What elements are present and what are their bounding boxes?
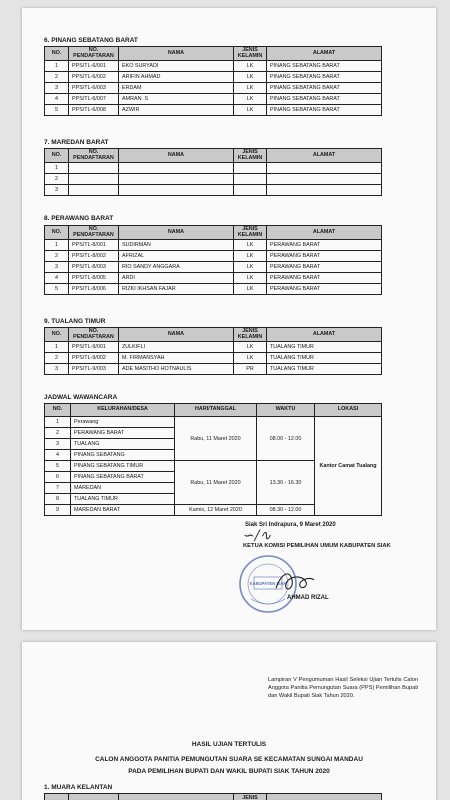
table-row	[45, 342, 382, 353]
cell-no: 8	[45, 494, 71, 505]
col-hari: HARI/TANGGAL	[175, 404, 257, 417]
cell-reg: PPS/TL-9/003	[69, 364, 119, 375]
candidate-table	[44, 148, 382, 196]
table-row	[45, 105, 382, 116]
col-kelamin: JENIS KELAMIN	[234, 47, 267, 61]
result-title: HASIL UJIAN TERTULIS	[191, 741, 267, 748]
cell-no: 2	[45, 428, 71, 439]
col-nama: NAMA	[119, 328, 234, 342]
cell-sex: LK	[234, 284, 267, 295]
cell-addr: PINANG SEBATANG BARAT	[267, 94, 382, 105]
cell-reg	[69, 174, 119, 185]
place-date: Siak Sri Indrapura, 9 Maret 2020	[245, 522, 336, 528]
cell-reg: PPS/TL-6/007	[69, 94, 119, 105]
cell-no: 1	[45, 163, 69, 174]
cell-addr: PINANG SEBATANG BARAT	[267, 72, 382, 83]
cell-no: 9	[45, 505, 71, 516]
cell-addr: PINANG SEBATANG BARAT	[267, 105, 382, 116]
cell-reg	[69, 163, 119, 174]
col-waktu: WAKTU	[257, 404, 315, 417]
cell-reg	[69, 185, 119, 196]
cell-no: 1	[45, 61, 69, 72]
col-no: NO.	[45, 404, 71, 417]
cell-sex: LK	[234, 83, 267, 94]
cell-reg: PPS/TL-9/002	[69, 353, 119, 364]
candidate-table	[44, 46, 382, 116]
cell-name	[119, 174, 234, 185]
cell-no: 1	[45, 342, 69, 353]
cell-name: SUDIRMAN	[119, 240, 234, 251]
cell-addr: TUALANG TIMUR	[267, 364, 382, 375]
cell-sex: LK	[234, 353, 267, 364]
cell-name: AFRIZAL	[119, 251, 234, 262]
cell-no: 5	[45, 461, 71, 472]
section-title: 6. PINANG SEBATANG BARAT	[44, 37, 138, 44]
cell-addr: PINANG SEBATANG BARAT	[267, 83, 382, 94]
section-title: 7. MAREDAN BARAT	[44, 139, 109, 146]
section-title: 1. MUARA KELANTAN	[44, 784, 113, 791]
section-title: 9. TUALANG TIMUR	[44, 318, 106, 325]
cell-reg: PPS/TL-8/002	[69, 251, 119, 262]
col-nama: NAMA	[119, 149, 234, 163]
table-row	[45, 262, 382, 273]
section-title: 8. PERAWANG BARAT	[44, 215, 114, 222]
cell-sex: LK	[234, 94, 267, 105]
cell-no: 1	[45, 417, 71, 428]
result-subtitle-2: PADA PEMILIHAN BUPATI DAN WAKIL BUPATI SIAK TAHUN 2020	[128, 768, 330, 775]
cell-no: 2	[45, 251, 69, 262]
svg-text:KABUPATEN SIAK: KABUPATEN SIAK	[249, 581, 287, 586]
cell-lokasi: Kantor Camat Tualang	[315, 417, 382, 516]
cell-addr: PERAWANG BARAT	[267, 284, 382, 295]
col-pendaftaran: NO. PENDAFTARAN	[69, 149, 119, 163]
candidate-table	[44, 327, 382, 375]
cell-addr: PERAWANG BARAT	[267, 240, 382, 251]
cell-desa: PERAWANG BARAT	[71, 428, 175, 439]
cell-addr: TUALANG TIMUR	[267, 342, 382, 353]
col-no: NO.	[45, 226, 69, 240]
cell-desa: PINANG SEBATANG	[71, 450, 175, 461]
col-kelamin: JENIS KELAMIN	[234, 226, 267, 240]
cell-reg: PPS/TL-6/008	[69, 105, 119, 116]
cell-sex: LK	[234, 72, 267, 83]
cell-sex: LK	[234, 240, 267, 251]
candidate-table-partial	[44, 793, 382, 800]
col-alamat: ALAMAT	[267, 149, 382, 163]
col-pendaftaran: NO. PENDAFTARAN	[69, 328, 119, 342]
cell-no: 3	[45, 262, 69, 273]
cell-reg: PPS/TL-8/003	[69, 262, 119, 273]
cell-no: 5	[45, 284, 69, 295]
document-page-2	[22, 642, 436, 800]
table-row	[45, 251, 382, 262]
cell-name: AMRAN. S	[119, 94, 234, 105]
cell-name: ERDAM	[119, 83, 234, 94]
cell-addr: PERAWANG BARAT	[267, 273, 382, 284]
cell-no: 3	[45, 364, 69, 375]
col-pendaftaran: NO. PENDAFTARAN	[69, 47, 119, 61]
table-row	[45, 284, 382, 295]
col-alamat: ALAMAT	[267, 328, 382, 342]
col-lokasi: LOKASI	[315, 404, 382, 417]
cell-no: 4	[45, 94, 69, 105]
col-no: NO.	[45, 328, 69, 342]
cell-sex	[234, 185, 267, 196]
cell-no: 3	[45, 439, 71, 450]
table-row	[45, 83, 382, 94]
table-row	[45, 174, 382, 185]
cell-desa: PINANG SEBATANG TIMUR	[71, 461, 175, 472]
col-nama: NAMA	[119, 226, 234, 240]
cell-waktu: 08.30 - 12.00	[257, 505, 315, 516]
cell-reg: PPS/TL-8/005	[69, 273, 119, 284]
cell-name	[119, 163, 234, 174]
col-nama: NAMA	[119, 47, 234, 61]
cell-name: ARDI	[119, 273, 234, 284]
cell-addr	[267, 174, 382, 185]
table-row	[45, 240, 382, 251]
col-desa: KELURAHAN/DESA	[71, 404, 175, 417]
col-kelamin: JENIS KELAMIN	[234, 328, 267, 342]
cell-no: 1	[45, 240, 69, 251]
cell-reg: PPS/TL-6/001	[69, 61, 119, 72]
cell-desa: MAREDAN	[71, 483, 175, 494]
table-row	[45, 72, 382, 83]
appendix-note: Lampiran V Pengumuman Hasil Seleksi Ujian Tertulis Calon Anggota Panitia Pemungutan Suara (PPS) Pemilihan Bupati dan Wakil Bupati Siak Tahun 2020.	[268, 677, 418, 700]
cell-desa: Perawang	[71, 417, 175, 428]
cell-no: 3	[45, 185, 69, 196]
cell-waktu: 08.00 - 12.00	[257, 417, 315, 461]
col-no: NO.	[45, 149, 69, 163]
cell-hari: Rabu, 11 Maret 2020	[175, 417, 257, 461]
table-row	[45, 185, 382, 196]
cell-hari: Rabu, 11 Maret 2020	[175, 461, 257, 505]
handwritten-signature-mark: ∽/∿	[243, 528, 272, 544]
cell-no: 5	[45, 105, 69, 116]
cell-addr: PINANG SEBATANG BARAT	[267, 61, 382, 72]
cell-reg: PPS/TL-9/001	[69, 342, 119, 353]
result-subtitle: CALON ANGGOTA PANITIA PEMUNGUTAN SUARA SE KECAMATAN SUNGAI MANDAU	[95, 756, 363, 763]
cell-no: 2	[45, 72, 69, 83]
cell-name: RIO SANDY ANGGARA	[119, 262, 234, 273]
cell-sex: LK	[234, 251, 267, 262]
col-kelamin: JENIS	[234, 794, 267, 800]
cell-no: 4	[45, 273, 69, 284]
cell-sex	[234, 163, 267, 174]
cell-hari: Kamis, 12 Maret 2020	[175, 505, 257, 516]
table-row	[45, 364, 382, 375]
cell-addr: PERAWANG BARAT	[267, 251, 382, 262]
table-row	[45, 353, 382, 364]
schedule-title: JADWAL WAWANCARA	[44, 394, 118, 401]
cell-desa: MAREDAN BARAT	[71, 505, 175, 516]
table-row	[45, 163, 382, 174]
cell-name: RIZKI IKHSAN FAJAR	[119, 284, 234, 295]
cell-name: ADE MASITHO HOTNAULIS	[119, 364, 234, 375]
cell-addr	[267, 163, 382, 174]
col-pendaftaran: NO. PENDAFTARAN	[69, 226, 119, 240]
col-alamat: ALAMAT	[267, 47, 382, 61]
cell-name: EKO SURYADI	[119, 61, 234, 72]
signatory-name: AHMAD RIZAL	[287, 595, 329, 601]
table-row	[45, 417, 382, 428]
cell-waktu: 13.30 - 16.30	[257, 461, 315, 505]
cell-reg: PPS/TL-6/002	[69, 72, 119, 83]
cell-sex: LK	[234, 61, 267, 72]
cell-reg: PPS/TL-8/001	[69, 240, 119, 251]
cell-name: ZULKIFLI	[119, 342, 234, 353]
cell-no: 2	[45, 353, 69, 364]
cell-sex: LK	[234, 262, 267, 273]
col-kelamin: JENIS KELAMIN	[234, 149, 267, 163]
cell-reg: PPS/TL-8/006	[69, 284, 119, 295]
cell-desa: TUALANG TIMUR	[71, 494, 175, 505]
cell-name	[119, 185, 234, 196]
col-alamat: ALAMAT	[267, 226, 382, 240]
cell-desa: PINANG SEBATANG BARAT	[71, 472, 175, 483]
cell-name: AZWIR	[119, 105, 234, 116]
cell-addr	[267, 185, 382, 196]
cell-sex: LK	[234, 273, 267, 284]
candidate-table	[44, 225, 382, 295]
cell-reg: PPS/TL-6/003	[69, 83, 119, 94]
cell-no: 3	[45, 83, 69, 94]
cell-no: 4	[45, 450, 71, 461]
cell-addr: PERAWANG BARAT	[267, 262, 382, 273]
signatory-position: KETUA KOMISI PEMILIHAN UMUM KABUPATEN SIAK	[243, 543, 391, 549]
cell-sex: LK	[234, 105, 267, 116]
signature-scribble	[272, 566, 318, 596]
table-row	[45, 94, 382, 105]
cell-sex: LK	[234, 342, 267, 353]
cell-name: ARIFIN AHMAD	[119, 72, 234, 83]
cell-sex: PR	[234, 364, 267, 375]
cell-desa: TUALANG	[71, 439, 175, 450]
table-row	[45, 273, 382, 284]
col-no: NO.	[45, 47, 69, 61]
cell-no: 7	[45, 483, 71, 494]
cell-addr: TUALANG TIMUR	[267, 353, 382, 364]
cell-name: M. FIRMANSYAH	[119, 353, 234, 364]
schedule-table	[44, 403, 382, 516]
cell-sex	[234, 174, 267, 185]
cell-no: 6	[45, 472, 71, 483]
cell-no: 2	[45, 174, 69, 185]
table-row	[45, 61, 382, 72]
